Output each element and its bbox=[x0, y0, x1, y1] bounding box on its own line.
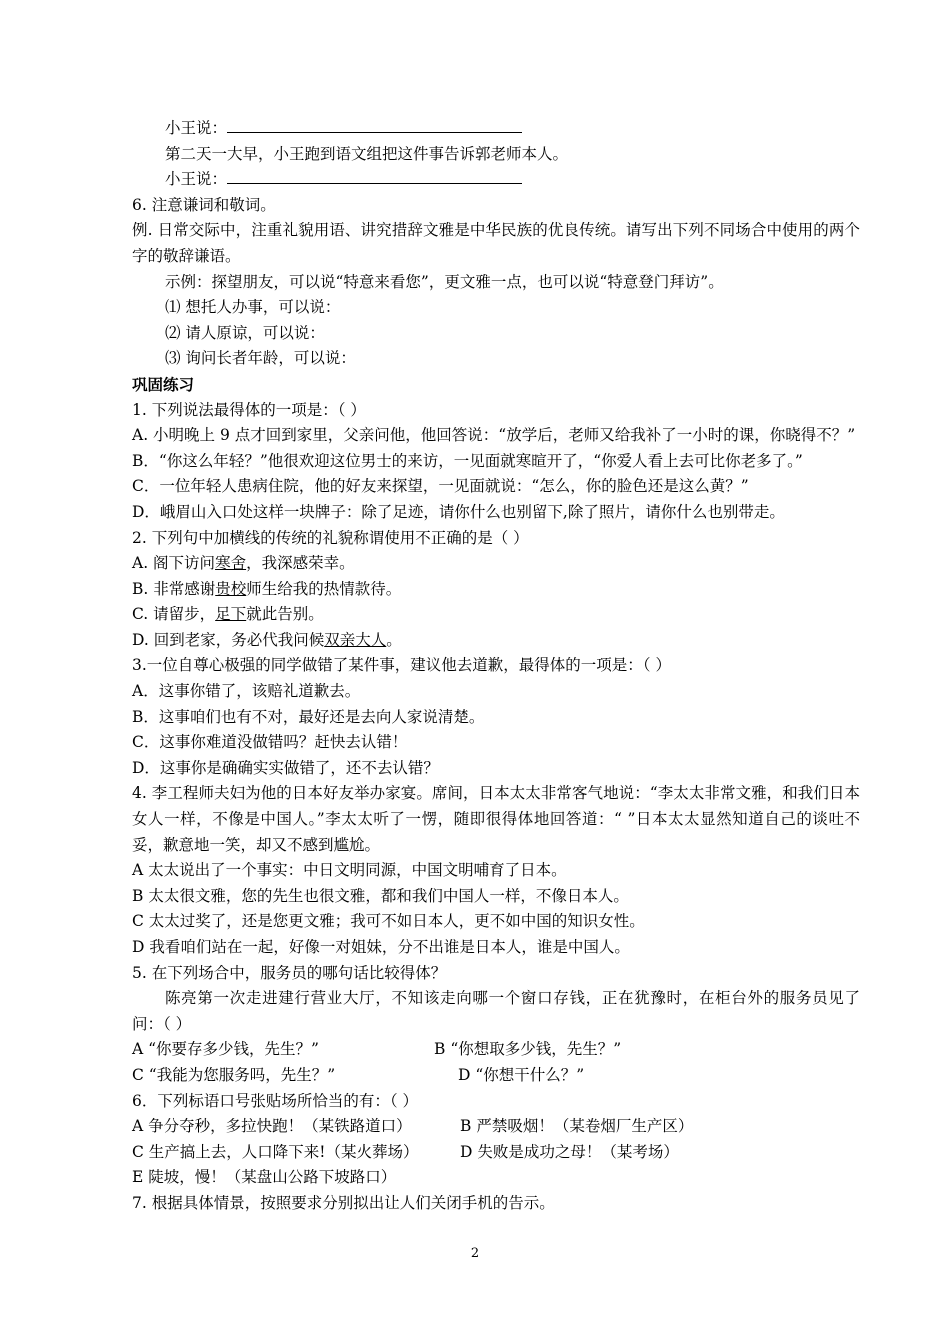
question-5: 5. 在下列场合中，服务员的哪句话比较得体？ bbox=[132, 963, 447, 982]
speaker-label: 小王说： bbox=[165, 170, 228, 189]
sub-item-2: ⑵ 请人原谅，可以说： bbox=[165, 323, 325, 342]
scenario-line: 第二天一大早，小王跑到语文组把这件事告诉郭老师本人。 bbox=[165, 144, 569, 163]
question-5-passage: 陈亮第一次走进建行营业大厅，不知该走向哪一个窗口存钱，正在犹豫时，在柜台外的服务员见了问：（ ） bbox=[132, 989, 860, 1033]
question-6-option-c: C 生产搞上去，人口降下来!（某火葬场） bbox=[132, 1142, 419, 1161]
question-4-option-a: A 太太说出了一个事实：中日文明同源，中国文明哺育了日本。 bbox=[132, 861, 567, 880]
example-paragraph: 例. 日常交际中，注重礼貌用语、讲究措辞文雅是中华民族的优良传统。请写出下列不同场合中使用的两个字的敬辞谦语。 bbox=[132, 221, 860, 265]
option-text: ，我深感荣幸。 bbox=[246, 554, 355, 573]
question-5-option-d: D “你想干什么？” bbox=[458, 1065, 585, 1084]
answer-line-1 bbox=[132, 116, 860, 142]
option-text: A. 阁下访问 bbox=[132, 554, 216, 573]
speaker-label: 小王说： bbox=[165, 119, 228, 137]
question-6-option-a: A 争分夺秒，多拉快跑！（某铁路道口） bbox=[132, 1117, 412, 1136]
option-text: D. 回到老家，务必代我问候 bbox=[132, 630, 325, 649]
section-heading: 巩固练习 bbox=[132, 374, 195, 394]
question-6-option-b: B 严禁吸烟！（某卷烟厂生产区） bbox=[460, 1117, 694, 1136]
question-5-option-b: B “你想取多少钱，先生？” bbox=[434, 1040, 622, 1059]
option-text: C. 请留步， bbox=[132, 605, 216, 624]
question-5-options-row-2 bbox=[132, 1063, 860, 1089]
question-6-option-d: D 失败是成功之母！（某考场） bbox=[460, 1142, 679, 1161]
question-3-option-d: D．这事你是确确实实做错了，还不去认错？ bbox=[132, 758, 439, 777]
underlined-term: 寒舍 bbox=[215, 554, 247, 573]
question-1-option-d: D．峨眉山入口处这样一块牌子：除了足迹，请你什么也别留下,除了照片，请你什么也别带走。 bbox=[132, 502, 785, 521]
answer-blank bbox=[227, 116, 522, 133]
question-2-option-b bbox=[132, 577, 860, 603]
sub-item-1: ⑴ 想托人办事，可以说： bbox=[165, 298, 341, 317]
option-text: 。 bbox=[386, 630, 402, 649]
question-1-option-c: C．一位年轻人患病住院，他的好友来探望，一见面就说：“怎么，你的脸色还是这么黄？” bbox=[132, 477, 749, 496]
option-text: B. 非常感谢 bbox=[132, 579, 216, 598]
question-1-option-b: B．“你这么年轻？”他很欢迎这位男士的来访，一见面就寒暄开了，“你爱人看上去可比你老多了。” bbox=[132, 451, 803, 470]
question-6-options-row-2 bbox=[132, 1140, 860, 1166]
question-4: 4. 李工程师夫妇为他的日本好友举办家宴。席间，日本太太非常客气地说：“李太太非常文雅，和我们日本女人一样，不像是中国人。”李太太听了一愣，随即很得体地回答道：“ ”日本太太显然知道自己的谈吐不妥，歉意地一笑，却又不感到尴尬。 bbox=[132, 784, 860, 854]
question-2-option-d bbox=[132, 628, 860, 654]
question-2: 2. 下列句中加横线的传统的礼貌称谓使用不正确的是（ ） bbox=[132, 528, 529, 547]
question-3: 3.一位自尊心极强的同学做错了某件事，建议他去道歉，最得体的一项是：（ ） bbox=[132, 656, 671, 675]
question-6-options-row-1 bbox=[132, 1114, 860, 1140]
underlined-term: 贵校 bbox=[215, 579, 247, 598]
page-content bbox=[132, 116, 860, 1217]
item-6-heading: 6. 注意谦词和敬词。 bbox=[132, 195, 276, 214]
option-text: 就此告别。 bbox=[246, 605, 324, 624]
question-2-option-a bbox=[132, 551, 860, 577]
question-5-options-row-1 bbox=[132, 1037, 860, 1063]
option-text: 师生给我的热情款待。 bbox=[246, 579, 402, 598]
question-4-option-b: B 太太很文雅，您的先生也很文雅，都和我们中国人一样，不像日本人。 bbox=[132, 886, 629, 905]
question-5-option-c: C “我能为您服务吗，先生？” bbox=[132, 1065, 336, 1084]
question-3-option-a: A．这事你错了，该赔礼道歉去。 bbox=[132, 682, 361, 701]
question-3-option-b: B．这事咱们也有不对，最好还是去向人家说清楚。 bbox=[132, 707, 485, 726]
question-1: 1. 下列说法最得体的一项是：（ ） bbox=[132, 400, 366, 419]
answer-line-2 bbox=[132, 167, 860, 193]
question-1-option-a: A. 小明晚上 9 点才回到家里，父亲问他，他回答说：“放学后，老师又给我补了一小时的课，你晓得不？” bbox=[132, 426, 856, 445]
answer-blank bbox=[227, 167, 522, 184]
question-5-option-a: A “你要存多少钱，先生？” bbox=[132, 1040, 319, 1059]
sub-item-3: ⑶ 询问长者年龄，可以说： bbox=[165, 349, 356, 368]
page-number: 2 bbox=[470, 1246, 480, 1261]
question-6: 6．下列标语口号张贴场所恰当的有：（ ） bbox=[132, 1091, 419, 1110]
question-3-option-c: C．这事你难道没做错吗？赶快去认错！ bbox=[132, 733, 408, 752]
underlined-term: 足下 bbox=[215, 605, 247, 624]
question-7: 7. 根据具体情景，按照要求分别拟出让人们关闭手机的告示。 bbox=[132, 1193, 555, 1212]
question-4-option-d: D 我看咱们站在一起，好像一对姐妹，分不出谁是日本人，谁是中国人。 bbox=[132, 938, 630, 956]
sample-line: 示例：探望朋友，可以说“特意来看您”，更文雅一点，也可以说“特意登门拜访”。 bbox=[165, 272, 724, 291]
question-4-option-c: C 太太过奖了，还是您更文雅；我可不如日本人，更不如中国的知识女性。 bbox=[132, 912, 645, 931]
question-6-option-e: E 陡坡，慢！（某盘山公路下坡路口） bbox=[132, 1168, 397, 1187]
question-2-option-c bbox=[132, 602, 860, 628]
underlined-term: 双亲大人 bbox=[324, 630, 387, 649]
